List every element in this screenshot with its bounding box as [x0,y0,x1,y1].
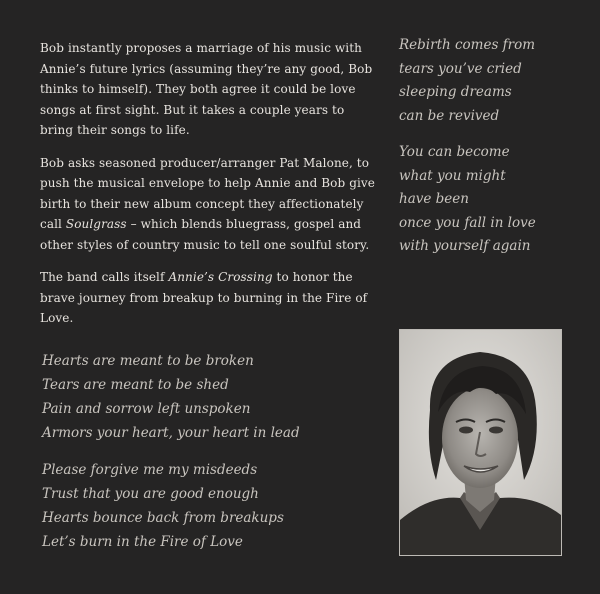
paragraph-1: Bob instantly proposes a marriage of his music with Annie’s future lyrics (assuming they’re any good, Bob thinks to himself). They both agree it could be love songs at first sight. But it takes a couple years to bring their songs to life. [40,41,373,137]
album-concept-name: Soulgrass [65,217,127,231]
paragraph-3-text-b: to honor the brave journey from breakup to burning in the Fire of Love. [40,270,368,325]
paragraph-3-text-a: The band calls itself [40,270,169,284]
lyric-line: Pain and sorrow left unspoken [42,401,251,417]
lyric-line: Let’s burn in the Fire of Love [42,534,243,550]
right-stanza-1 [399,34,589,128]
paragraph-2-text-a: Bob asks seasoned producer/arranger Pat Malone, to push the musical envelope to help Annie and Bob give birth to their new album concept they affectionately call [40,155,376,231]
lyric-line: can be revived [399,107,500,124]
paragraph-3 [40,267,380,329]
paragraph-2 [40,153,380,256]
lyric-line: have been [399,191,469,207]
portrait-photo [399,329,562,556]
left-lyrics [42,349,362,567]
left-stanza-1 [42,349,362,445]
band-name: Annie’s Crossing [168,270,273,284]
story-text [40,38,380,341]
left-stanza-2 [42,458,362,554]
lyric-line: Trust that you are good enough [42,486,259,502]
right-stanza-2 [399,141,589,259]
right-lyrics [399,34,589,272]
lyric-line: Rebirth comes from [399,37,536,53]
lyric-line: Hearts bounce back from breakups [42,510,284,526]
lyric-line: Please forgive me my misdeeds [42,462,258,478]
paragraph-2-text-b: – which blends bluegrass, gospel and other styles of country music to tell one soulful story. [40,217,370,252]
lyric-line: sleeping dreams [399,84,512,100]
lyric-line: Hearts are meant to be broken [42,353,254,369]
lyric-line: You can become [399,144,510,160]
lyric-line: once you fall in love [399,214,536,231]
lyric-line: what you might [399,167,506,184]
portrait-image [400,330,561,555]
lyric-line: Armors your heart, your heart in lead [42,425,300,441]
lyric-line: tears you’ve cried [399,60,522,77]
lyric-line: Tears are meant to be shed [42,377,229,393]
lyric-line: with yourself again [399,238,531,254]
